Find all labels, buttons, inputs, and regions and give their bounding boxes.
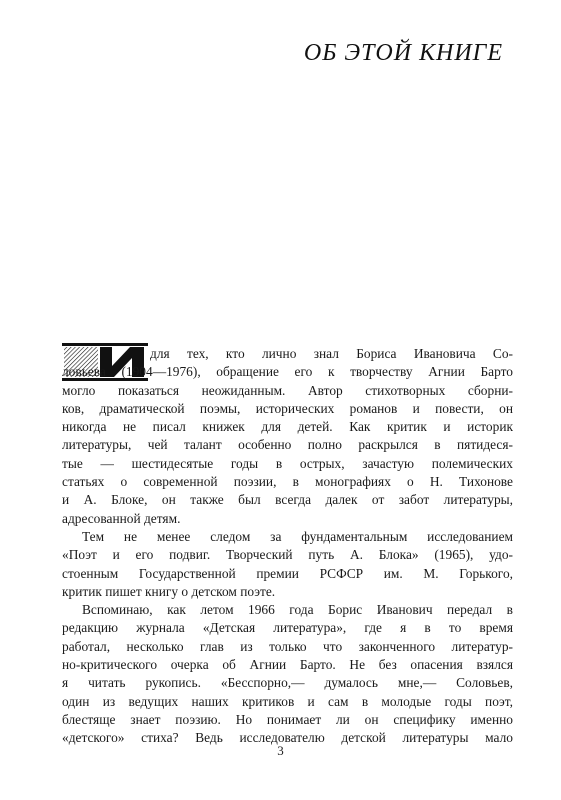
text-line: тые — шестидесятые годы в острых, зачастую полемических [62,455,513,471]
text-line: редакцию журнала «Детская литература», где я в то время [62,620,513,636]
text-line: никогда не писал книжек для детей. Как критик и историк [62,419,513,435]
chapter-heading: ОБ ЭТОЙ КНИГЕ [303,40,503,66]
page-number: 3 [277,743,284,758]
text-line: «детского» стиха? Ведь исследователю детской литературы мало [62,730,513,746]
body-text [62,345,513,748]
text-line: статьях о современной поэзии, в монографиях о Н. Тихонове [62,474,513,490]
text-line: стоенным Государственной премии РСФСР им. М. Горького, [62,565,513,581]
text-line: но-критического очерка об Агнии Барто. Не без опасения взялся [62,657,513,673]
text-line: работал, несколько глав из только что законченного литератур- [62,638,513,654]
text-line: Тем не менее следом за фундаментальным исследованием [82,528,513,544]
text-line: литературы, чей талант особенно полно раскрылся в пятидеся- [62,437,513,453]
text-line: я читать рукопись. «Бесспорно,— думалось мне,— Соловьев, [62,675,513,691]
text-line: адресованной детям. [62,510,181,526]
text-line: критик пишет книгу о детском поэте. [62,583,276,599]
text-line: и А. Блоке, он также был всегда далек от забот литературы, [62,492,513,508]
text-line: Вспоминаю, как летом 1966 года Борис Иванович передал в [82,602,513,618]
text-line: ков, драматической поэмы, исторических романов и повести, он [62,400,513,416]
text-line: блестяще знает поэзию. Но понимает ли он специфику именно [62,711,513,727]
text-line: «Поэт и его подвиг. Творческий путь А. Блока» (1965), удо- [62,547,513,563]
text-line: для тех, кто лично знал Бориса Ивановича Со- [150,346,513,361]
text-line: один из ведущих наших критиков и сам в молодые годы поэт, [62,693,513,709]
text-line: ловьева (1904—1976), обращение его к творчеству Агнии Барто [62,364,513,380]
text-line: могло показаться неожиданным. Автор стихотворных сборни- [62,382,513,398]
